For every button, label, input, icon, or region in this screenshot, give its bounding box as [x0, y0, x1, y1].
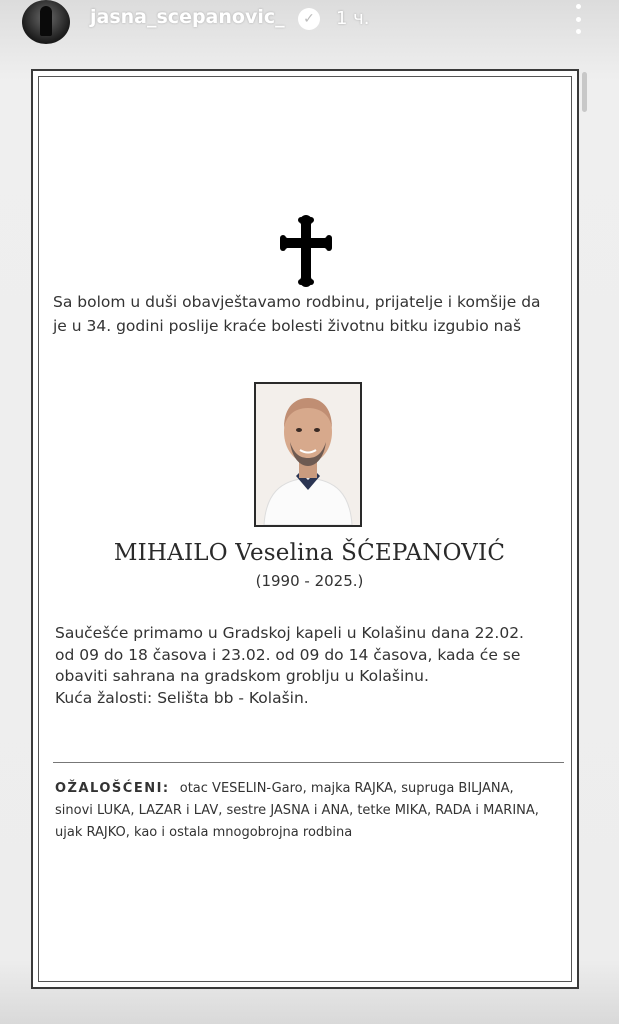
verified-check-icon: ✓: [298, 8, 320, 30]
menu-dot: [576, 17, 581, 22]
portrait-image: [256, 384, 360, 525]
card-inner-border: [38, 76, 572, 982]
username[interactable]: jasna_scepanovic_: [90, 6, 285, 28]
obituary-card: [31, 69, 579, 989]
mourners-block: [55, 778, 555, 844]
deceased-name: MIHAILO Veselina ŠĆEPANOVIĆ: [113, 540, 506, 566]
scrollbar[interactable]: [582, 72, 587, 112]
intro-text: Sa bolom u duši obavještavamo rodbinu, prijatelje i komšije da je u 34. godini poslije kraće bolesti životnu bitku izgubio naš: [53, 293, 541, 335]
menu-dot: [576, 4, 581, 9]
house-of-mourning: Kuća žalosti: Selišta bb - Kolašin.: [55, 688, 309, 707]
more-vertical-icon[interactable]: [568, 4, 588, 34]
avatar[interactable]: [22, 0, 70, 44]
mourners-list: otac VESELIN-Garo, majka RAJKA, supruga BILJANA, sinovi LUKA, LAZAR i LAV, sestre JASNA i ANA, tetke MIKA, RADA i MARINA, ujak RAJKO, kao i ostala mnogobrojna rodbina: [55, 781, 539, 840]
avatar-figure: [40, 6, 52, 36]
menu-dot: [576, 29, 581, 34]
orthodox-cross-icon: [280, 215, 332, 287]
condolence-info: Saučešće primamo u Gradskoj kapeli u Kolašinu dana 22.02. od 09 do 18 časova i 23.02. od 09 do 14 časova, kada će se obaviti sahrana na gradskom groblju u Kolašinu.: [55, 624, 524, 685]
mourners-label: OŽALOŠĆENI:: [55, 781, 170, 796]
divider: [53, 762, 564, 763]
deceased-photo: [254, 382, 362, 527]
life-years: (1990 - 2025.): [255, 572, 364, 590]
post-time: 1 ч.: [336, 8, 370, 29]
story-header: [0, 0, 619, 48]
funeral-details: [55, 623, 535, 709]
